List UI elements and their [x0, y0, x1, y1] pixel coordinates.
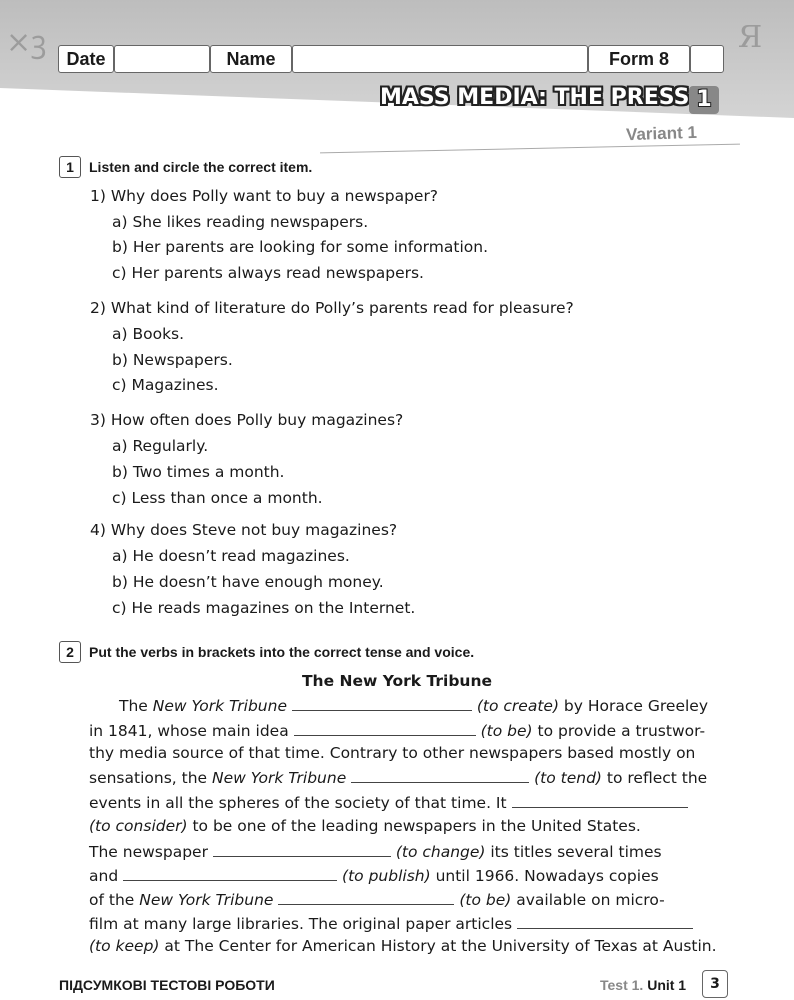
text: The — [119, 697, 153, 715]
name-label: Name — [210, 45, 292, 73]
text: available on micro- — [511, 891, 665, 909]
text: to provide a trustwor- — [532, 722, 706, 740]
text: by Horace Greeley — [559, 697, 708, 715]
verb-hint: (to tend) — [534, 769, 602, 787]
text: to reflect the — [601, 769, 708, 787]
text-line — [89, 890, 709, 909]
verb-hint: (to be) — [480, 722, 533, 740]
verb-hint: (to create) — [476, 697, 559, 715]
answer-blank[interactable] — [512, 793, 688, 808]
option[interactable]: c) Her parents always read newspapers. — [112, 264, 424, 282]
unit-number-badge: 1 — [689, 86, 719, 114]
option[interactable]: b) He doesn’t have enough money. — [112, 573, 384, 591]
verb-hint: (to be) — [459, 891, 512, 909]
text-line — [89, 768, 709, 787]
option[interactable]: a) He doesn’t read magazines. — [112, 547, 350, 565]
footer-test-info — [600, 977, 686, 993]
answer-blank[interactable] — [351, 768, 529, 783]
date-label: Date — [58, 45, 114, 73]
text: in 1841, whose main idea — [89, 722, 289, 740]
form-label: Form 8 — [588, 45, 690, 73]
name-field[interactable] — [292, 45, 588, 73]
task2-instruction: Put the verbs in brackets into the correct tense and voice. — [89, 644, 475, 660]
option[interactable]: b) Her parents are looking for some information. — [112, 238, 488, 256]
verb-hint: (to keep) — [89, 937, 160, 955]
decorative-letters: Я — [738, 20, 763, 55]
text: of the — [89, 891, 140, 909]
option[interactable]: a) She likes reading newspapers. — [112, 213, 369, 231]
text: until 1966. Nowadays copies — [430, 867, 659, 885]
option[interactable]: c) He reads magazines on the Internet. — [112, 599, 416, 617]
task2-number: 2 — [59, 641, 81, 663]
text-line — [89, 914, 709, 933]
text-line — [89, 793, 709, 812]
text-line — [89, 937, 717, 955]
text-line: thy media source of that time. Contrary to other newspapers based mostly on — [89, 744, 696, 762]
text: New York Tribune — [212, 769, 347, 787]
text-line — [89, 866, 709, 885]
decorative-letters: ×ꝫ — [6, 25, 47, 60]
header-fields — [58, 45, 724, 73]
answer-blank[interactable] — [213, 842, 391, 857]
text: to be one of the leading newspapers in the United States. — [187, 817, 641, 835]
option[interactable]: b) Two times a month. — [112, 463, 285, 481]
text: New York Tribune — [152, 697, 287, 715]
option[interactable]: a) Regularly. — [112, 437, 209, 455]
option[interactable]: a) Books. — [112, 325, 185, 343]
text: its titles several times — [485, 843, 662, 861]
form-field[interactable] — [690, 45, 724, 73]
question: 1) Why does Polly want to buy a newspaper? — [90, 187, 439, 205]
text: New York Tribune — [139, 891, 274, 909]
verb-hint: (to consider) — [89, 817, 188, 835]
text-line — [89, 817, 709, 835]
option[interactable]: c) Less than once a month. — [112, 489, 323, 507]
question: 4) Why does Steve not buy magazines? — [90, 521, 398, 539]
answer-blank[interactable] — [292, 696, 472, 711]
text: at The Center for American History at the University of Texas at Austin. — [159, 937, 717, 955]
footer-unit: Unit 1 — [647, 977, 687, 993]
variant-label: Variant 1 — [625, 122, 698, 145]
text: film at many large libraries. The original paper articles — [89, 915, 513, 933]
text-line — [89, 696, 709, 715]
text: and — [89, 867, 119, 885]
task2-header — [59, 641, 474, 663]
answer-blank[interactable] — [123, 866, 337, 881]
page-number: 3 — [702, 970, 728, 998]
question: 2) What kind of literature do Polly’s parents read for pleasure? — [90, 299, 574, 317]
answer-blank[interactable] — [294, 721, 476, 736]
option[interactable]: b) Newspapers. — [112, 351, 233, 369]
footer-title: ПІДСУМКОВІ ТЕСТОВІ РОБОТИ — [59, 977, 275, 993]
text: The newspaper — [89, 843, 208, 861]
story-title: The New York Tribune — [301, 672, 493, 690]
date-field[interactable] — [114, 45, 210, 73]
answer-blank[interactable] — [517, 914, 693, 929]
text: sensations, the — [89, 769, 212, 787]
text-line — [89, 721, 709, 740]
task1-instruction: Listen and circle the correct item. — [89, 159, 313, 175]
footer-test: Test 1. — [600, 977, 644, 993]
divider — [320, 144, 740, 154]
task1-number: 1 — [59, 156, 81, 178]
question: 3) How often does Polly buy magazines? — [90, 411, 404, 429]
text: events in all the spheres of the society of that time. It — [89, 794, 507, 812]
task1-header — [59, 156, 312, 178]
text-line — [89, 842, 709, 861]
answer-blank[interactable] — [278, 890, 454, 905]
page-title: MASS MEDIA: THE PRESS — [380, 85, 690, 110]
verb-hint: (to change) — [395, 843, 486, 861]
option[interactable]: c) Magazines. — [112, 376, 219, 394]
verb-hint: (to publish) — [342, 867, 431, 885]
